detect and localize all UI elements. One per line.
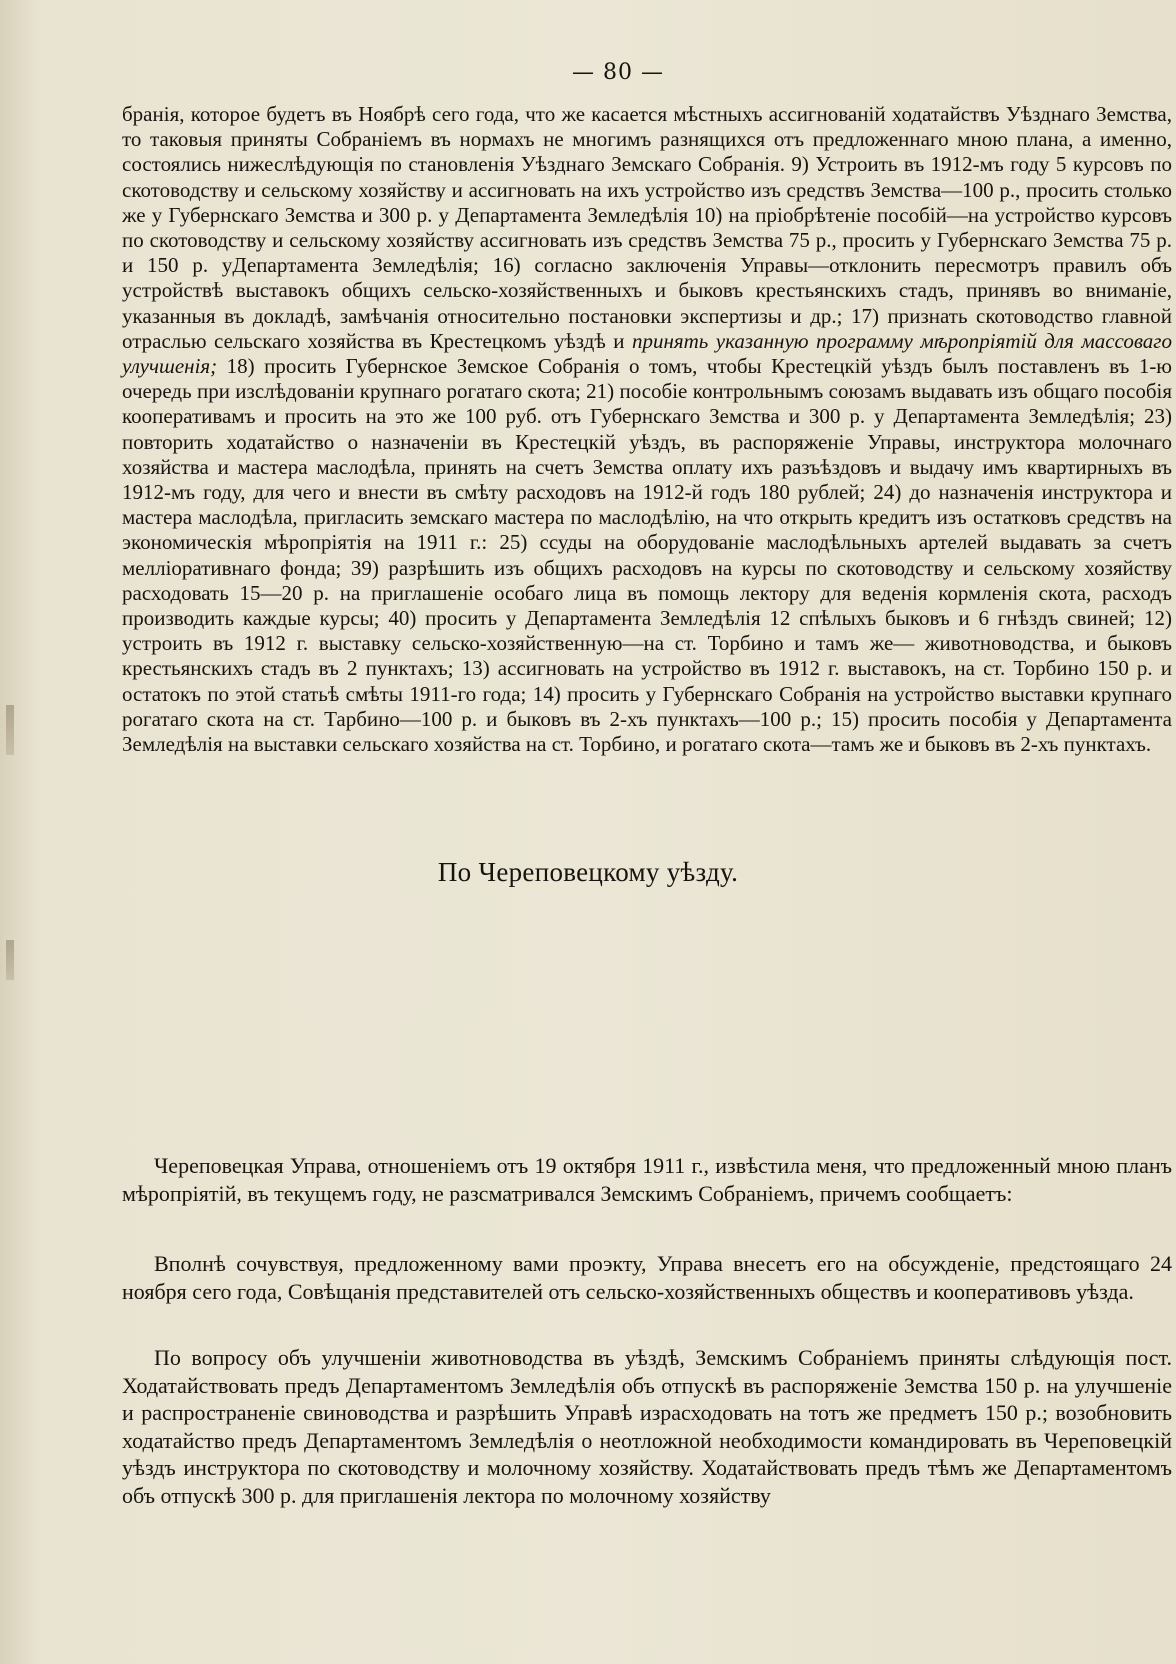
paragraph: По вопросу объ улучшеніи животноводства въ уѣздѣ, Земскимъ Собраніемъ приняты слѣдующія пост. Ходатайствовать предъ Департаментомъ Земледѣлія объ отпускѣ въ распоряженіе Земства 150 р. на улучшеніе и распространеніе свиноводства и разрѣшить Управѣ израсходовать на тотъ же предметъ 150 р.; возобновить ходатайство предъ Департаментомъ Земледѣлія о неотложной необходимости командировать въ Череповецкій уѣздъ инструктора по скотоводству и молочному хозяйству. Ходатайствовать предъ тѣмъ же Департаментомъ объ отпускѣ 300 р. для приглашенія лектора по молочному хозяйству [122, 1345, 1172, 1508]
paragraph-text: бранія, которое будетъ въ Ноябрѣ сего года, что же касается мѣстныхъ ассигнованій ходатайствъ Уѣзднаго Земства, то таковыя приняты Собраніемъ въ нормахъ не многимъ разнящихся отъ предложеннаго мною плана, а именно, состоялись нижеслѣдующія по становленія Уѣзднаго Земскаго Собранія. 9) Устроить въ 1912-мъ году 5 курсовъ по скотоводству и сельскому хозяйству и ассигновать на ихъ устройство изъ средствъ Земства—100 р., просить столько же у Губернскаго Земства и 300 р. у Департамента Земледѣлія 10) на пріобрѣтеніе пособій—на устройство курсовъ по скотоводству и сельскому хозяйству ассигновать изъ средствъ Земства 75 р., просить у Губернскаго Земства 75 р. и 150 р. уДепартамента Земледѣлія; 16) согласно заключенія Управы—отклонить пересмотръ правилъ объ устройствѣ выставокъ общихъ сельско-хозяйственныхъ и быковъ крестьянскихъ стадъ, принявъ во вниманіе, указанныя въ докладѣ, замѣчанія относительно постановки экспертизы и др.; 17) признать скотоводство главной отраслью сельскаго хозяйства въ Крестецкомъ уѣздѣ и [122, 102, 1172, 353]
paragraph [122, 102, 1172, 757]
paragraph-text-continued: 18) просить Губернское Земское Собранія о томъ, чтобы Крестецкій уѣздъ былъ поставленъ въ 1-ю очередь при изслѣдованіи крупнаго рогатаго скота; 21) пособіе контрольнымъ союзамъ выдавать изъ общаго пособія кооперативамъ и просить на это же 100 руб. отъ Губернскаго Земства и 300 р. у Департамента Земледѣлія; 23) повторить ходатайство о назначеніи въ Крестецкій уѣздъ, въ распоряженіе Управы, инструктора молочнаго хозяйства и мастера маслодѣла, принять на счетъ Земства оплату ихъ разъѣздовъ и выдачу имъ квартирныхъ въ 1912-мъ году, для чего и внести въ смѣту расходовъ на 1912-й годъ 180 рублей; 24) до назначенія инструктора и мастера маслодѣла, пригласить земскаго мастера по маслодѣлію, на что открыть кредитъ изъ остатковъ средствъ на экономическія мѣропріятія на 1911 г.: 25) ссуды на оборудованіе маслодѣльныхъ артелей выдавать за счетъ мелліоративнаго фонда; 39) разрѣшить изъ общихъ расходовъ на курсы по скотоводству и сельскому хозяйству расходовать 15—20 р. на приглашеніе особаго лица въ помощь лектору для веденія кормленія скота, расходъ производить каждые курсы; 40) просить у Департамента Земледѣлія 12 спѣлыхъ быковъ и 6 гнѣздъ свиней; 12) устроить въ 1912 г. выставку сельско-хозяйственную—на ст. Торбино и тамъ же— животноводства, и быковъ крестьянскихъ стадъ въ 2 пунктахъ; 13) ассигновать на устройство въ 1912 г. выставокъ, на ст. Торбино 150 р. и остатокъ по этой статьѣ смѣты 1911-го года; 14) просить у Губернскаго Собранія на устройство выставки крупнаго рогатаго скота на ст. Тарбино—100 р. и быковъ въ 2-хъ пунктахъ—100 р.; 15) просить пособія у Департамента Земледѣлія на выставки сельскаго хозяйства на ст. Торбино, и рогатаго скота—тамъ же и быковъ въ 2-хъ пунктахъ. [122, 354, 1173, 757]
page-number: — 80 — [572, 60, 664, 85]
section-heading: По Череповецкому уѣзду. [437, 857, 739, 887]
binding-edge-mark [6, 705, 14, 755]
binding-edge-mark [6, 940, 14, 980]
body-text-block [122, 102, 1172, 757]
italic-phrase: принять указанную программу мѣропріятій для массоваго улучшенія; [122, 328, 1173, 379]
paragraph: Вполнѣ сочувствуя, предложенному вами проэкту, Управа внесетъ его на обсужденіе, предстоящаго 24 ноября сего года, Совѣщанія представителей отъ сельско-хозяйственныхъ обществъ и кооперативовъ уѣзда. [122, 1251, 1172, 1304]
paragraph: Череповецкая Управа, отношеніемъ отъ 19 октября 1911 г., извѣстила меня, что предложенный мною планъ мѣропріятій, въ текущемъ году, не разсматривался Земскимъ Собраніемъ, причемъ сообщаетъ: [122, 1153, 1172, 1206]
